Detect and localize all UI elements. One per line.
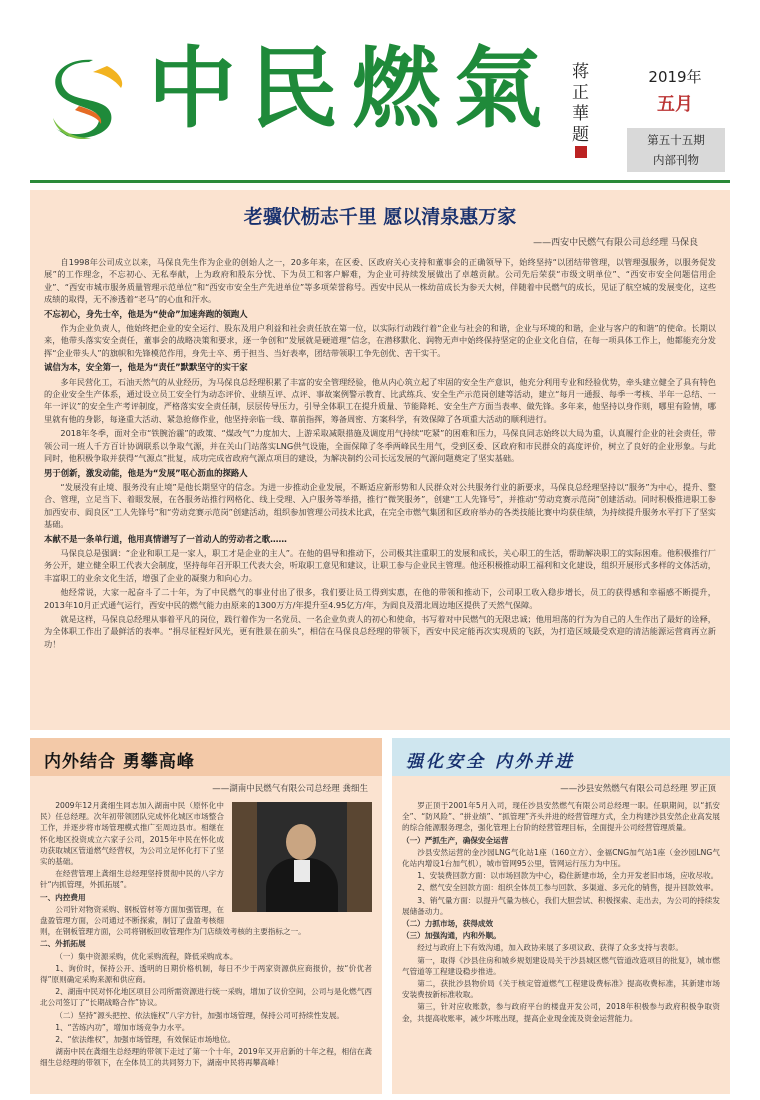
paragraph: 自1998年公司成立以来，马保良先生作为企业的创始人之一，20多年来，在区委、区政府关心支持和董事会的正确领导下，始终坚持“以团结带管理，以管理强服务，以服务促发展”的工作理念，不忘初心、无私奉献，上为政府和股东分忧、下为员工和客户解难，为企业可持续发展做出了卓越贡献。公司先后荣获“市级文明单位”、“西安市安全问题信用企业”、“西安市城市服务质量管理示范单位”和“西安市安全生产先进单位”等多项荣誉称号。西安中民从一株幼苗成长为参天大树，伴随着中民燃气的成长，见证了航空城的发展变化，这些成绩的取得，无不渗透着“老马”的心血和汗水。	[44, 257, 716, 305]
paragraph: 2018年冬季，面对全市“铁腕治霾”的政策、“煤改气”力度加大、上游采取减限措施及调度用气持续“吃紧”的困难和压力，马保良同志始终以大局为重，认真履行企业的社会责任，带领公司一班人千方百计协调联系以争取气源，并在关山门站落实LNG供气设施，全面保障了冬季两峰民生用气，受到区委、区政府和市民群众的高度评价，树立了良好的企业形象。与此同时，他积极争取并获得“气源点”批复，成功完成省政府气源点项目的建设，为解决制约公司长远发展的气源问题奠定了坚实基础。	[44, 428, 716, 464]
left-article-byline: ——湖南中民燃气有限公司总经理 龚细生	[212, 784, 368, 794]
lead-article-byline: ——西安中民燃气有限公司总经理 马保良	[533, 238, 698, 248]
right-article-byline: ——沙县安然燃气有限公司总经理 罗正顶	[560, 784, 716, 794]
paragraph: 2、燃气安全回款方面：组织全体员工参与回款、多渠道、多元化的销售，提升回款效率。	[417, 883, 719, 893]
section-heading: 一、内控费用	[40, 892, 86, 902]
issue-type: 内部刊物	[653, 153, 699, 167]
left-article	[30, 738, 382, 1094]
section-heading: 不忘初心，身先士卒，他是为“使命”加速奔跑的领跑人	[44, 308, 248, 319]
paragraph: 罗正顶于2001年5月入司，现任沙县安然燃气有限公司总经理一职。任职期间，以“抓安全”、“防风险”、“拼业绩”、“抓管理”齐头并进的经营管理方式，全力构建沙县安然企业高发展的综合能源服务理念，强化管理上台阶的经营管理目标，全面提升公司经营管理质量。	[402, 801, 720, 833]
right-article-title: 强化安全 内外并进	[392, 738, 730, 776]
paragraph: 在经营管理上龚细生总经理坚持贯彻中民的八字方针“内抓管理，外抓拓展”。	[40, 869, 224, 890]
paragraph: 2、“依法维权”，加强市场管理，有效保证市场地位。	[55, 1035, 235, 1045]
section-heading: （三）加强沟通，内和外顺。	[402, 931, 501, 941]
masthead	[0, 0, 760, 178]
paragraph: 经过与政府上下有效沟通，加入政协来展了多项议政、获得了众多支持与表彰。	[417, 943, 683, 953]
paragraph: （二）坚持“源头把控、依法施权”八字方针，加强市场管理，保持公司可持续性发展。	[55, 1010, 345, 1020]
section-heading: 二、外抓拓展	[40, 939, 86, 949]
paragraph: 2009年12月龚细生同志加入湖南中民（原怀化中民）任总经理。次年初带领团队完成怀化城区市场整合工作，并逐步将市场管理模式推广至周边县市。相继在怀化地区投资成立六家子公司，2015年中民在怀化成功获取城区管道燃气经营权，为公司立足怀化打下了坚实的基础。	[40, 801, 224, 867]
paragraph: 湖南中民在龚细生总经理的带领下走过了第一个十年，2019年又开启新的十年之程，相信在龚细生总经理的带领下，在全体员工的共同努力下，湖南中民将再攀高峰！	[40, 1047, 372, 1068]
section-heading: 男于创新，激发动能，他是为“发展”呕心沥血的探路人	[44, 467, 248, 478]
section-heading: （二）力抓市场，获得成效	[402, 919, 494, 929]
paragraph: 就是这样，马保良总经理从事着平凡的岗位，践行着作为一名党员、一名企业负责人的初心和使命，书写着对中民燃气的无限忠诚；他用坦荡的行为为自己的人生作出了最好的诠释，为全体职工作出了最鲜活的表率。“捐尽征程好风光，更有胜景在前头”，相信在马保良总经理的带领下，西安中民定能再次实现质的飞跃，为打造区域最受欢迎的清洁能源运营商再立新功！	[44, 613, 716, 649]
paragraph: 第二，获批沙县物价局《关于核定管道燃气工程建设费标准》提高收费标准，其新建市场安装费按新标准收取。	[402, 979, 720, 1000]
right-article-body	[392, 800, 730, 1100]
paragraph: “发展没有止境、服务没有止境”是他长期坚守的信念。为进一步推动企业发展，不断适应新形势和人民群众对公共服务行业的新要求，马保良总经理坚持以“服务”为中心，提升、整合、管理，立足当下、着眼发展，在各服务站推行网格化、线上受理、入户服务等举措，推行“微笑服务”，创建“工人先锋号”，并推动“劳动竞赛示范岗”创建活动。同时积极推进职工参加西安市、阎良区“工人先锋号”和“劳动竞赛示范岗”创建活动，组织参加管理公司技术比武，在完全市燃气集团和区政府举办的各类技能比赛中均获佳绩，为持续提升服务水平打下了坚实基础。	[44, 481, 716, 530]
calligraphy-signature: 蒋正華题	[572, 62, 589, 145]
paragraph: 马保良总是强调：“企业和职工是一家人，职工才是企业的主人”。在他的倡导和推动下，公司极其注重职工的发展和成长，关心职工的生活，帮助解决职工的实际困难。他积极推行厂务公开，建立健全职工代表大会制度，坚持每年召开职工代表大会，听取职工意见和建议，让职工参与企业民主管理。他还积极推动职工福利和文化建设，组织开展形式多样的文体活动，丰富职工的业余文化生活，增强了企业的凝聚力和向心力。	[44, 547, 716, 583]
paragraph: 多年民营化工，石油天然气的从业经历，为马保良总经理积累了丰富的安全管理经验，他从内心筑立起了牢固的安全生产意识，他充分利用专业和经验优势，牵头建立健全了具有特色的企业安全生产体系，通过设立员工安全行为动态评价、业绩互评、点评、事故案例警示教育、比武练兵、安全生产示范岗创建等活动，建立“每月一通报、每季一考核、半年一总结、一年一评议”的安全生产考评制度，严格落实安全责任制，层层传导压力，引导全体职工在提升质量、节能降耗、安全生产方面当表率、做先锋。多年来，他坚持以身作则，哪里有险情，哪里就有他的身影，每逢重大活动、紧急抢修作业，他坚持亲临一线、靠前指挥，筹备周密、方案科学，有效保障了各项重大活动的顺利进行。	[44, 376, 716, 424]
left-article-title: 内外结合 勇攀高峰	[30, 738, 382, 776]
lead-article-body	[44, 256, 716, 650]
right-article	[392, 738, 730, 1094]
paragraph: 第三，针对应收账款，参与政府平台的楼盘开发公司，2018年积极参与政府积极争取资金，共提高收账率，减少坏账出现，提高企业现金流及资金运营能力。	[402, 1002, 720, 1023]
section-heading: 诚信为本，安全第一，他是为“责任”默默坚守的实干家	[44, 362, 248, 373]
paragraph: 2、湖南中民对怀化地区项目公司所需资源进行统一采购，增加了议价空间，公司与是化燃气西北公司签订了“长期战略合作”协议。	[40, 987, 372, 1008]
issue-info-box	[627, 128, 725, 172]
paragraph: 作为企业负责人，他始终把企业的安全运行、股东及用户利益和社会责任放在第一位，以实际行动践行着“企业与社会的和谐，企业与环境的和谐，企业与客户的和谐”的使命。长期以来，他带头落实安全责任，董事会的战略决策和要求，逐一争创和“发展就是硬道理”信念，在潜移默化、润物无声中始终保持坚定的企业文化自信，在每一项具体工作上，他都能充分发挥“企业带头人”的旗帜和先锋模范作用，身先士卒、勇于担当、当好表率，团结带领职工争先创优、苦干实干。	[44, 323, 716, 358]
paragraph: 1、安装费回款方面：以市场回款为中心，稳住新建市场，全力开发老旧市场，应收尽收。	[417, 871, 719, 881]
company-logo-icon	[45, 58, 133, 144]
section-heading: 本献不是一条单行道，他用真情谱写了一首动人的劳动者之歌……	[44, 533, 287, 544]
paragraph: 1、“苦练内功”，增加市场竞争力水平。	[55, 1022, 190, 1032]
portrait-photo	[232, 802, 372, 912]
issue-month: 五月	[657, 94, 693, 115]
lead-article-title: 老骥伏枥志千里 愿以清泉惠万家	[243, 206, 517, 228]
paragraph: 1、询价时，保持公开、透明的日期价格机制，每日不少于两家资源供应商报价，按“价优者得”原则确定采购来源和供应商。	[40, 963, 372, 985]
left-article-body	[30, 800, 382, 1100]
section-heading: （一）严抓生产，确保安全运营	[402, 835, 509, 845]
seal-stamp	[575, 146, 587, 158]
lead-article	[30, 190, 730, 730]
masthead-brand: 中民燃氣	[148, 36, 557, 140]
paragraph: （一）集中资源采购，优化采购流程，降低采购成本。	[55, 951, 238, 961]
paragraph: 3、销气量方面：以提升气量为核心，我们大胆尝试、积极探索、走出去，为公司的持续发展储备动力。	[402, 895, 720, 916]
paragraph: 第一，取得《沙县住房和城乡规划建设局关于沙县城区燃气管道改造项目的批复》，城市燃气管道等工程建设稳步推进。	[402, 955, 720, 976]
paragraph: 公司针对物资采购、钢板管材等方面加强管理，在盘盈管理方面，公司通过不断探索，制订了盘盈考核细则，在钢板管理方面，公司将钢板回收管理作为门店绩效考核的主要指标之一。	[40, 904, 306, 937]
paragraph: 沙县安然运营的金沙园LNG气化站1座（160立方）、金福CNG加气站1座（金沙园LNG气化站内增设1台加气机），城市管网95公里，管网运行压力为中压。	[402, 847, 720, 869]
paragraph: 他经常说，大家一起奋斗了二十年，为了中民燃气的事业付出了很多，我们要让员工得到实惠，在他的带领和推动下，公司职工收入稳步增长，员工的获得感和幸福感不断提升，2013年10月正式通气运行，西安中民的燃气能力由原来的1300万方/年提升至4.95亿方/年，为阎良及渭北周边地区提供了天然气保障。	[44, 587, 716, 610]
masthead-divider	[30, 180, 730, 183]
issue-number: 第五十五期	[647, 133, 705, 147]
issue-year: 2019年	[648, 68, 702, 86]
